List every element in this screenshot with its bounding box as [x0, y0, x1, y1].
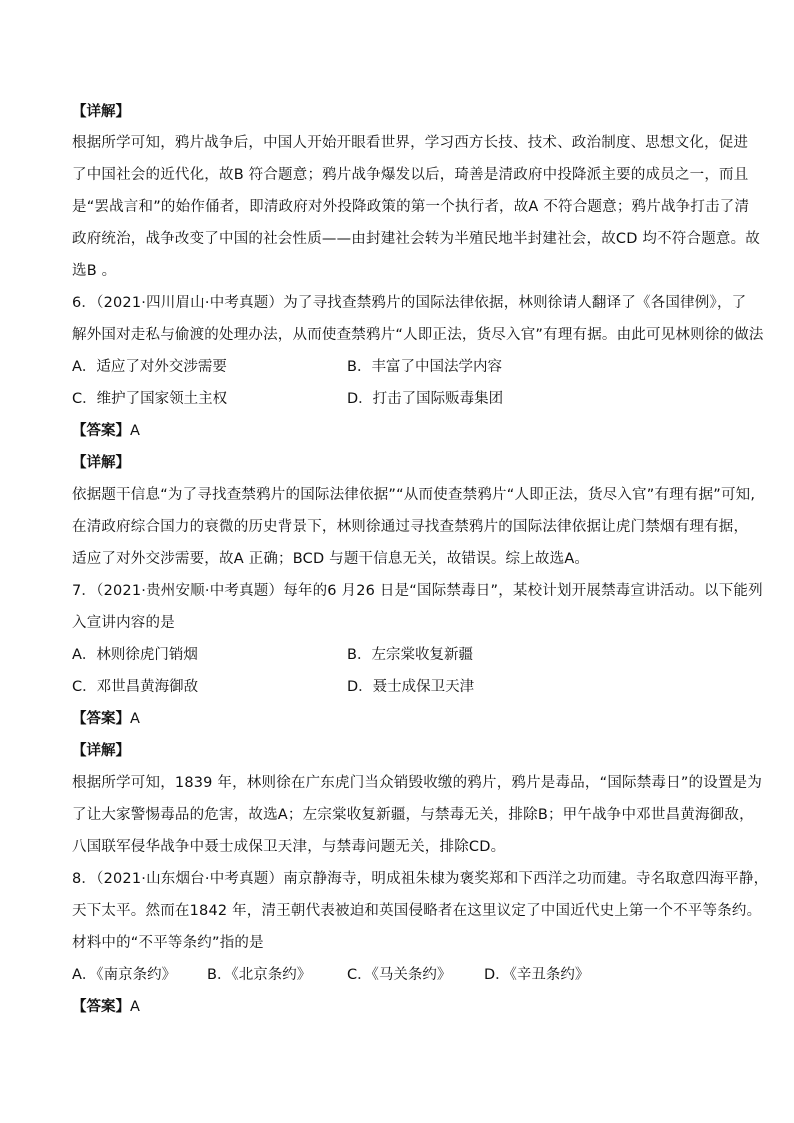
option-c: C．邓世昌黄海御敌: [72, 679, 199, 695]
answer: 【答案】A: [72, 999, 140, 1015]
answer: 【答案】A: [72, 423, 140, 439]
text-line: 选B 。: [72, 263, 117, 279]
option-d: D．聂士成保卫天津: [347, 679, 475, 695]
question-stem: 8．（2021·山东烟台·中考真题）南京静海寺，明成祖朱棣为褒奖郑和下西洋之功而建。寺名取意四海平静，: [72, 871, 769, 887]
option-b: B．丰富了中国法学内容: [347, 359, 502, 375]
text-line: 适应了对外交涉需要，故A 正确；BCD 与题干信息无关，故错误。综上故选A。: [72, 551, 590, 567]
text-line: 在清政府综合国力的衰微的历史背景下，林则徐通过寻找查禁鸦片的国际法律依据让虎门禁烟有理有据，: [72, 519, 749, 535]
text-line: 根据所学可知，1839 年，林则徐在广东虎门当众销毁收缴的鸦片，鸦片是毒品，“国际禁毒日”的设置是为: [72, 775, 763, 791]
option-b: B．《北京条约》: [207, 967, 312, 983]
question-stem: 材料中的“不平等条约”指的是: [72, 935, 264, 951]
detail-label: 【详解】: [72, 743, 130, 759]
question-stem: 7．（2021·贵州安顺·中考真题）每年的6 月26 日是“国际禁毒日”，某校计划开展禁毒宣讲活动。以下能列: [72, 583, 763, 599]
question-stem: 解外国对走私与偷渡的处理办法，从而使查禁鸦片“人即正法，货尽入官”有理有据。由此可见林则徐的做法: [72, 327, 764, 343]
text-line: 是“罢战言和”的始作俑者，即清政府对外投降政策的第一个执行者，故A 不符合题意；鸦片战争打击了清: [72, 199, 750, 215]
detail-label: 【详解】: [72, 455, 130, 471]
answer: 【答案】A: [72, 711, 140, 727]
option-d: D．打击了国际贩毒集团: [347, 391, 504, 407]
text-line: 依据题干信息“为了寻找查禁鸦片的国际法律依据”“从而使查禁鸦片“人即正法，货尽入官”有理有据”可知,: [72, 487, 756, 503]
text-line: 了让大家警惕毒品的危害，故选A；左宗棠收复新疆，与禁毒无关，排除B；甲午战争中邓世昌黄海御敌，: [72, 807, 754, 823]
option-a: A．林则徐虎门销烟: [72, 647, 198, 663]
question-stem: 入宣讲内容的是: [72, 615, 175, 631]
question-stem: 6．（2021·四川眉山·中考真题）为了寻找查禁鸦片的国际法律依据，林则徐请人翻译了《各国律例》，了: [72, 295, 747, 311]
option-d: D．《辛丑条约》: [484, 967, 590, 983]
text-line: 八国联军侵华战争中聂士成保卫天津，与禁毒问题无关，排除CD。: [72, 839, 506, 855]
detail-label: 【详解】: [72, 104, 130, 120]
option-b: B．左宗棠收复新疆: [347, 647, 473, 663]
option-a: A．适应了对外交涉需要: [72, 359, 227, 375]
option-a: A．《南京条约》: [72, 967, 177, 983]
text-line: 政府统治，战争改变了中国的社会性质——由封建社会转为半殖民地半封建社会，故CD 均不符合题意。故: [72, 231, 760, 247]
text-line: 根据所学可知，鸦片战争后，中国人开始开眼看世界，学习西方长技、技术、政治制度、思想文化，促进: [72, 135, 749, 151]
text-line: 了中国社会的近代化，故B 符合题意；鸦片战争爆发以后，琦善是清政府中投降派主要的成员之一，而且: [72, 167, 749, 183]
option-c: C．《马关条约》: [347, 967, 452, 983]
option-c: C．维护了国家领土主权: [72, 391, 228, 407]
question-stem: 天下太平。然而在1842 年，清王朝代表被迫和英国侵略者在这里议定了中国近代史上第一个不平等条约。: [72, 903, 762, 919]
